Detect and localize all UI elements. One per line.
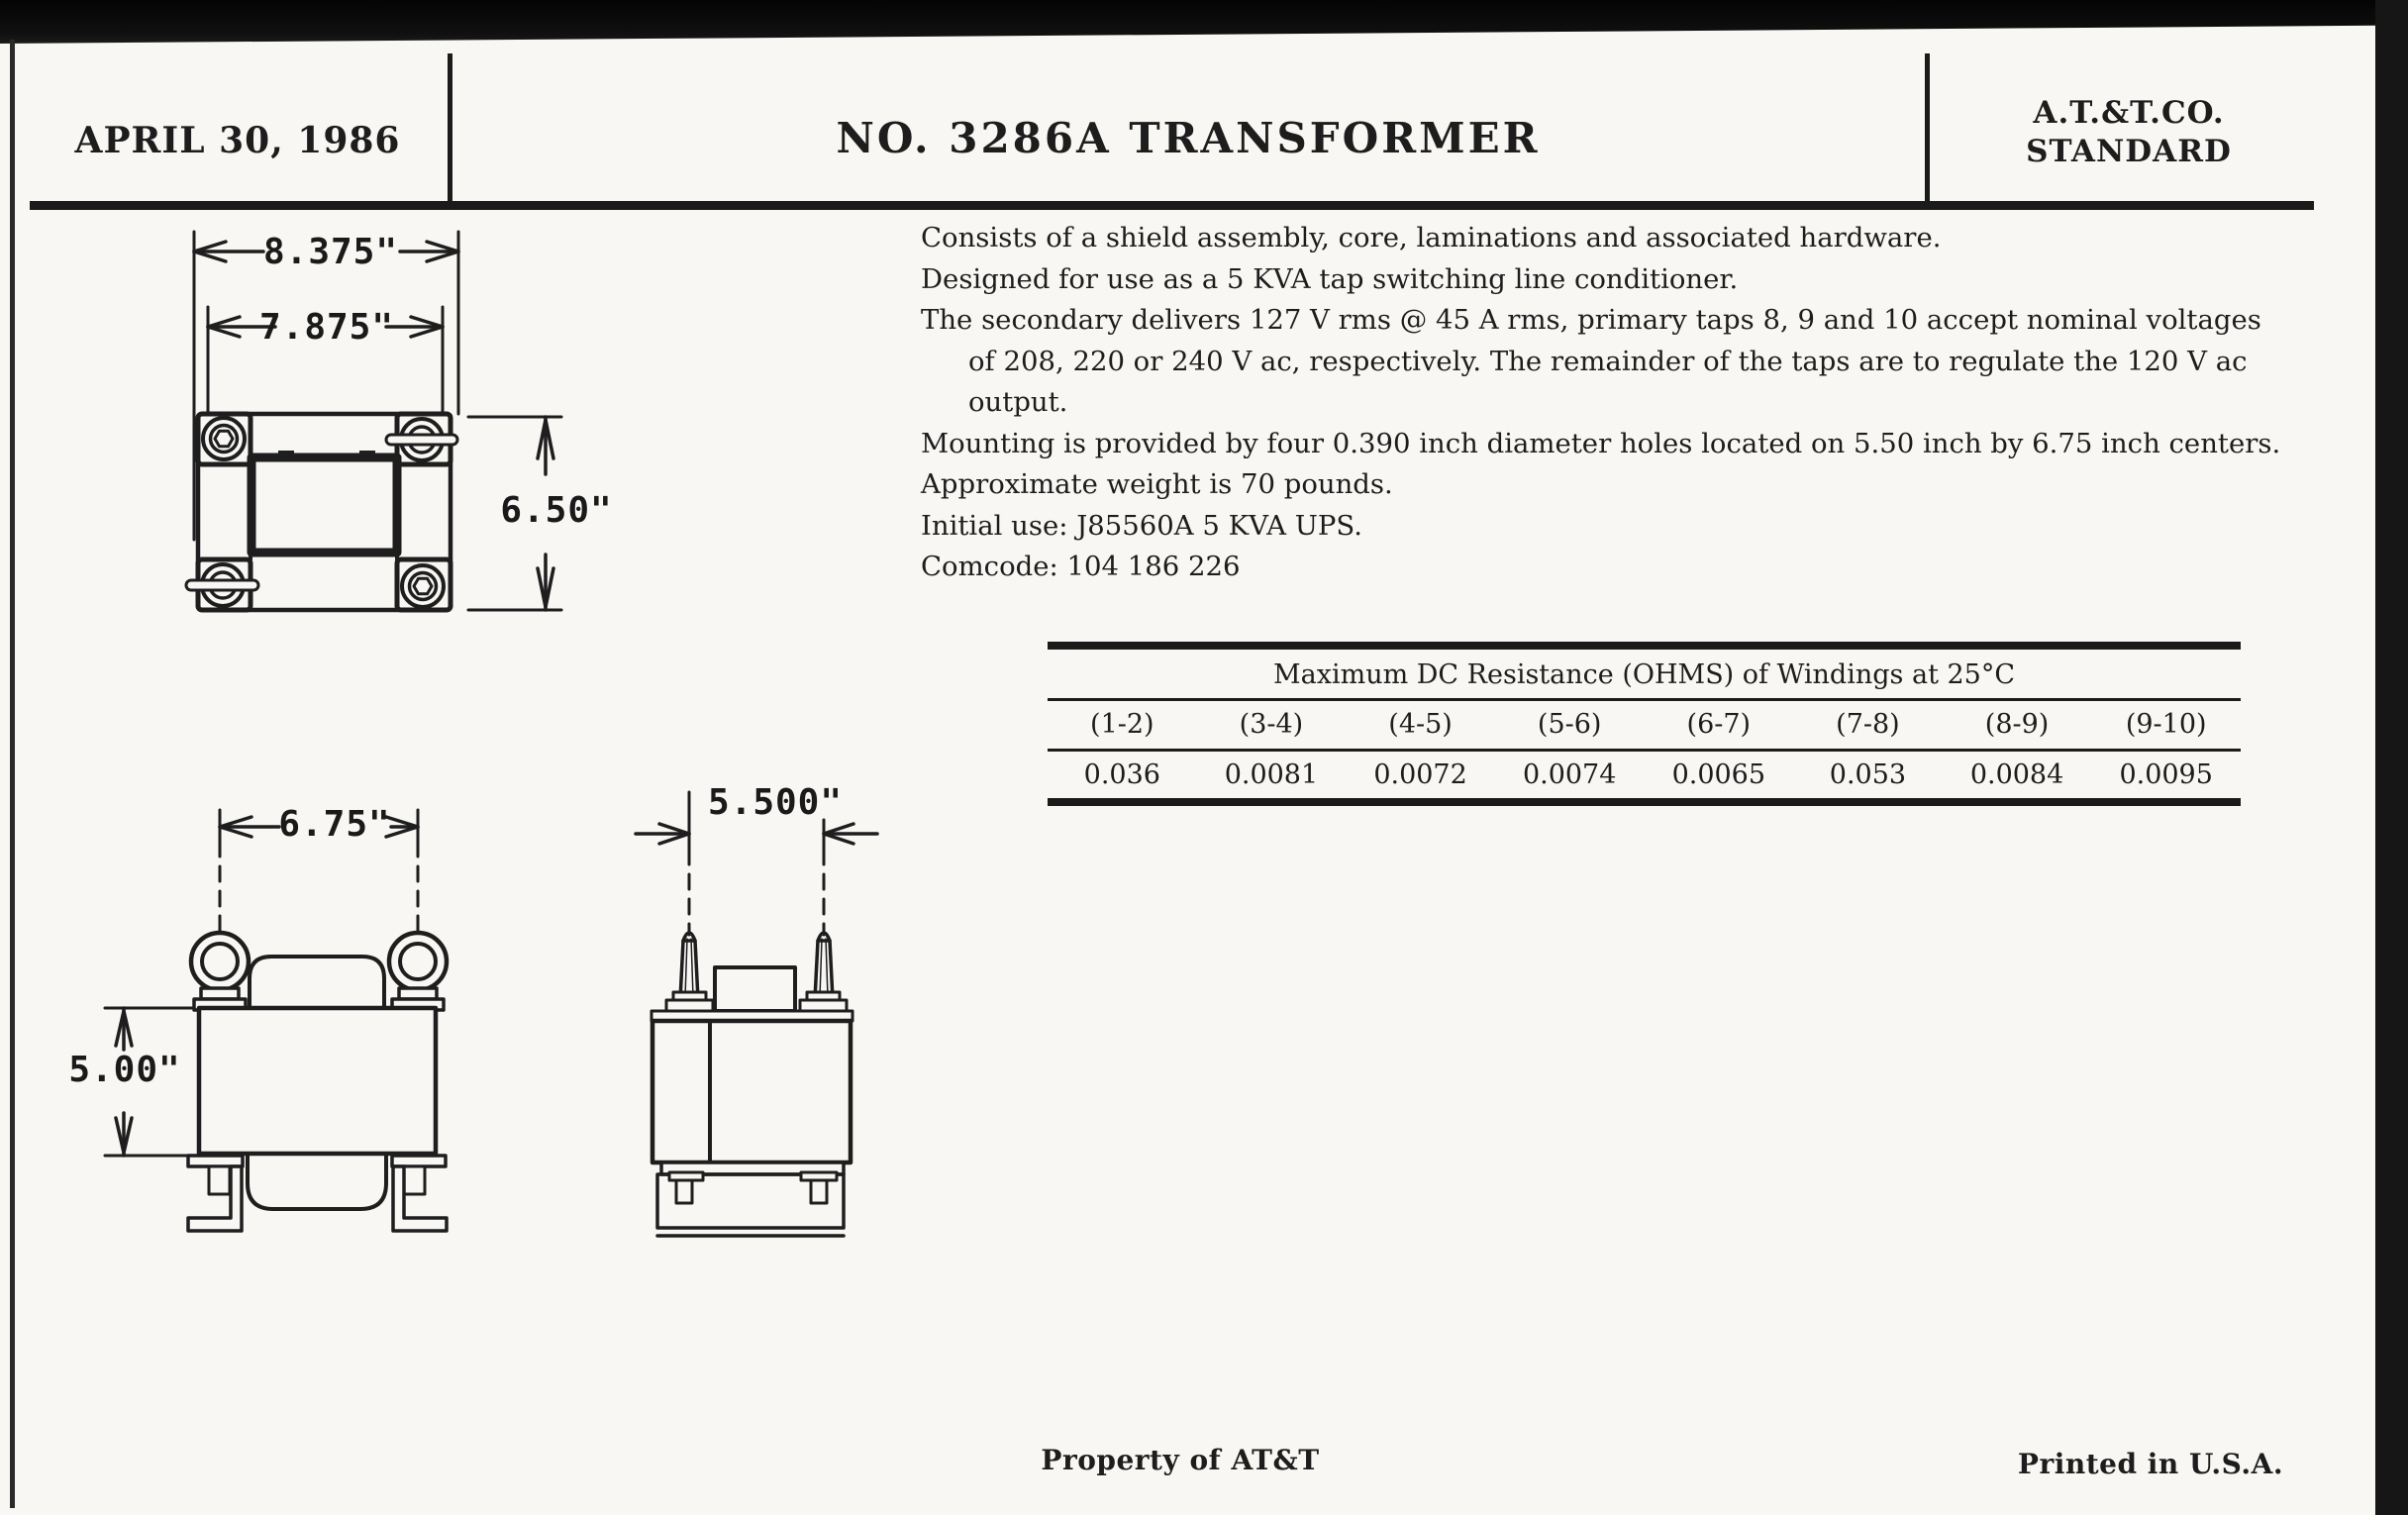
front-view-drawing xyxy=(59,772,535,1267)
description-line: Approximate weight is 70 pounds. xyxy=(921,468,1393,500)
table-title: Maximum DC Resistance (OHMS) of Windings at 25°C xyxy=(1048,650,2241,701)
table-column-header: (7-8) xyxy=(1836,709,1900,740)
description-line: The secondary delivers 127 V rms @ 45 A rms, primary taps 8, 9 and 10 accept nominal voltages xyxy=(921,304,2261,336)
description-line: of 208, 220 or 240 V ac, respectively. The remainder of the taps are to regulate the 120 V ac xyxy=(968,345,2248,377)
table-column-header: (8-9) xyxy=(1984,709,2050,740)
table-value: 0.053 xyxy=(1829,759,1907,790)
header-divider-right xyxy=(1925,53,1930,204)
table-value-row xyxy=(1048,752,2241,798)
table-column-header: (6-7) xyxy=(1686,709,1752,740)
scan-top-band xyxy=(0,0,2408,44)
resistance-table xyxy=(1048,642,2241,806)
table-value: 0.0065 xyxy=(1671,759,1766,790)
dim-body-height: 5.00" xyxy=(68,1050,181,1090)
table-header-row xyxy=(1048,701,2241,752)
description-block xyxy=(921,218,2386,588)
page-title: NO. 3286A TRANSFORMER xyxy=(836,114,1541,162)
org-standard-label xyxy=(1941,94,2317,171)
table-column-header: (5-6) xyxy=(1537,709,1602,740)
table-value: 0.0084 xyxy=(1969,759,2064,790)
header-divider-left xyxy=(448,53,452,204)
dim-core-width: 7.875" xyxy=(258,307,395,348)
table-value: 0.0095 xyxy=(2119,759,2213,790)
description-line: Mounting is provided by four 0.390 inch diameter holes located on 5.50 inch by 6.75 inch centers. xyxy=(921,427,2281,459)
scan-left-edge xyxy=(10,40,15,1508)
table-value: 0.0081 xyxy=(1224,759,1319,790)
header-rule xyxy=(30,201,2314,210)
dim-overall-width: 8.375" xyxy=(262,232,399,272)
side-view-drawing xyxy=(594,753,990,1248)
footer-property-label: Property of AT&T xyxy=(1041,1444,1320,1476)
document-date: APRIL 30, 1986 xyxy=(74,120,401,161)
description-line: Consists of a shield assembly, core, laminations and associated hardware. xyxy=(921,222,1942,253)
dim-mounting-width: 6.75" xyxy=(278,804,391,845)
table-column-header: (9-10) xyxy=(2125,709,2207,740)
description-line: Initial use: J85560A 5 KVA UPS. xyxy=(921,509,1363,542)
org-standard: STANDARD xyxy=(2026,134,2232,169)
footer-printed-label: Printed in U.S.A. xyxy=(2017,1448,2284,1480)
description-line: Comcode: 104 186 226 xyxy=(921,551,1241,582)
top-view-drawing xyxy=(129,213,644,639)
description-line: Designed for use as a 5 KVA tap switching line conditioner. xyxy=(921,262,1739,295)
description-line: output. xyxy=(968,386,1068,418)
org-name: A.T.&T.CO. xyxy=(2033,95,2225,131)
table-value: 0.036 xyxy=(1083,759,1160,790)
table-value: 0.0072 xyxy=(1373,759,1467,790)
dim-mounting-depth: 5.500" xyxy=(707,782,844,823)
table-value: 0.0074 xyxy=(1522,759,1617,790)
table-column-header: (1-2) xyxy=(1090,709,1154,740)
table-column-header: (3-4) xyxy=(1239,709,1304,740)
dim-depth: 6.50" xyxy=(500,490,613,531)
table-column-header: (4-5) xyxy=(1388,709,1453,740)
